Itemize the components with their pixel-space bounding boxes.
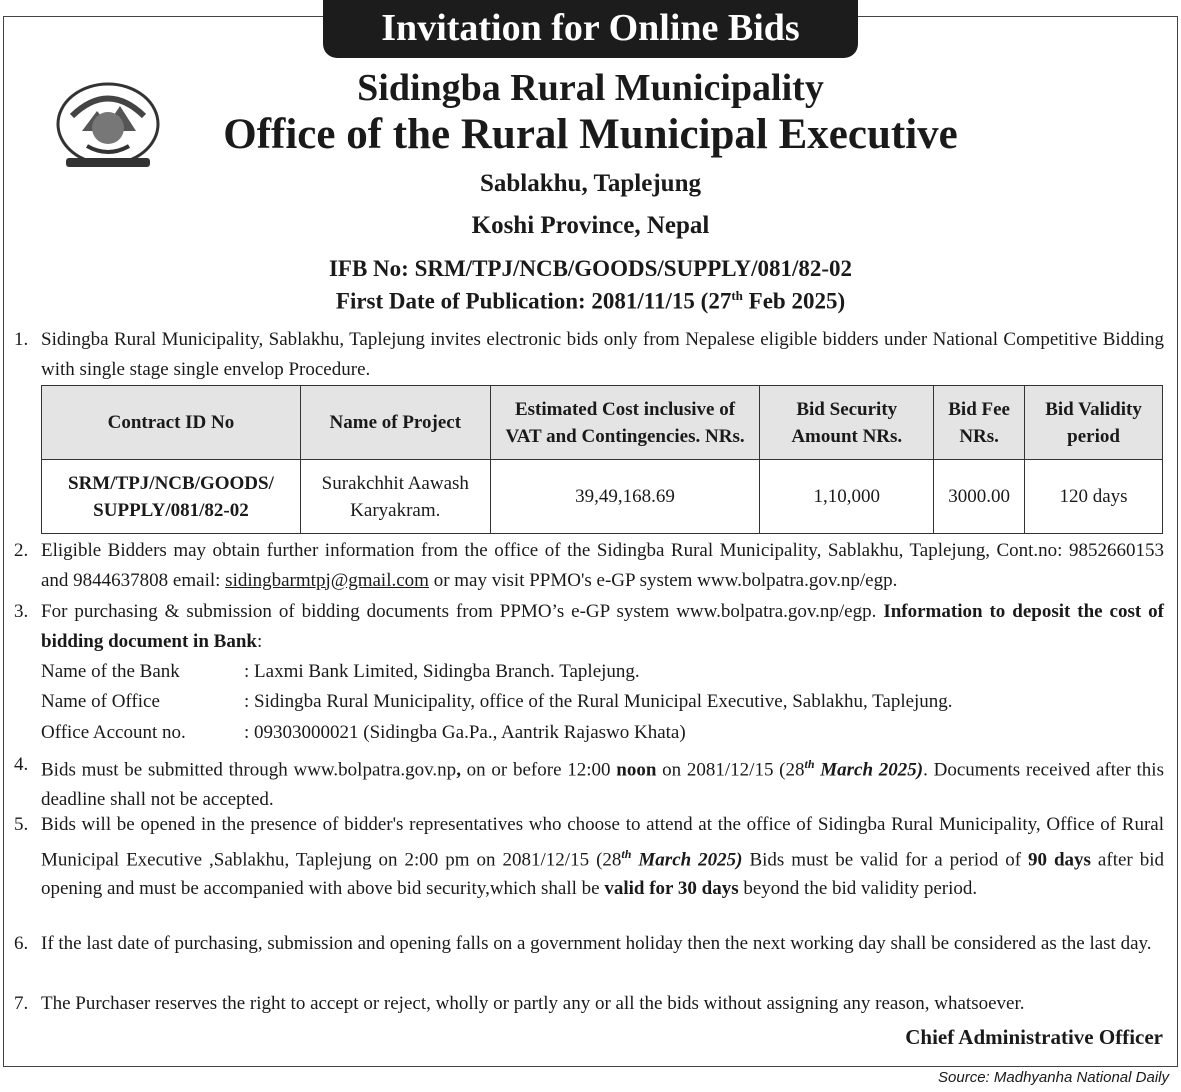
contact-email-link[interactable]: sidingbarmtpj@gmail.com bbox=[225, 569, 429, 591]
header-project: Name of Project bbox=[300, 386, 490, 460]
table-header-row bbox=[42, 386, 1163, 460]
address-line-2: Koshi Province, Nepal bbox=[471, 212, 710, 239]
source-credit: Source: Madhyanha National Daily bbox=[938, 1069, 1169, 1086]
cell-estimated-cost: 39,49,168.69 bbox=[490, 460, 760, 534]
org-name: Sidingba Rural Municipality bbox=[357, 67, 824, 109]
cell-bid-security: 1,10,000 bbox=[760, 460, 934, 534]
header-contract-id: Contract ID No bbox=[42, 386, 301, 460]
clause-6: 6. If the last date of purchasing, submission and opening falls on a government holiday then the next working day shall be considered as the last day. bbox=[14, 933, 1152, 954]
header-bid-security: Bid Security Amount NRs. bbox=[760, 386, 934, 460]
clause-3: 3. For purchasing & submission of bidding documents from PPMO’s e-GP system www.bolpatra.gov.np/egp. Information to deposit the cost of bidding document in Bank: bbox=[14, 601, 1164, 652]
header-estimated-cost: Estimated Cost inclusive of VAT and Contingencies. NRs. bbox=[490, 386, 760, 460]
clause-2: 2. Eligible Bidders may obtain further information from the office of the Sidingba Rural Municipality, Sablakhu, Taplejung, Cont.no: 9852660153 and 9844637808 email: sidingbarmtpj@gmail.com or may visit PPMO's e-GP system www.bolpatra.gov.np/egp. bbox=[14, 540, 1164, 591]
ifb-number: IFB No: SRM/TPJ/NCB/GOODS/SUPPLY/081/82-02 bbox=[328, 256, 853, 281]
office-name: Office of the Rural Municipal Executive bbox=[223, 111, 958, 158]
cell-project: Surakchhit Aawash Karyakram. bbox=[300, 460, 490, 534]
clause-1: 1. Sidingba Rural Municipality, Sablakhu, Taplejung invites electronic bids only from Nepalese eligible bidders under National Competitive Bidding with single stage single envelop Procedure. bbox=[14, 329, 1164, 380]
table-row bbox=[42, 460, 1163, 534]
bid-table bbox=[41, 385, 1163, 534]
clause-4: 4. Bids must be submitted through www.bolpatra.gov.np, on or before 12:00 noon on 2081/12/15 (28th March 2025). Documents received after this deadline shall not be accepted. bbox=[14, 754, 1164, 810]
publication-date: First Date of Publication: 2081/11/15 (27th Feb 2025) bbox=[335, 288, 846, 314]
cell-bid-fee: 3000.00 bbox=[934, 460, 1025, 534]
cell-contract-id: SRM/TPJ/NCB/GOODS/ SUPPLY/081/82-02 bbox=[42, 460, 301, 534]
notice-banner: Invitation for Online Bids bbox=[323, 0, 858, 58]
clause-5: 5. Bids will be opened in the presence of bidder's representatives who choose to attend at the office of Sidingba Rural Municipality, Office of Rural Municipal Executive ,Sablakhu, Taplejung on 2:00 pm on 2081/12/15 (28th March 2025) Bids must be valid for a period of 90 days after bid opening and must be accompanied with above bid security,which shall be valid for 30 days beyond the bid validity period. bbox=[14, 814, 1164, 900]
cell-bid-validity: 120 days bbox=[1025, 460, 1163, 534]
signature: Chief Administrative Officer bbox=[905, 1025, 1163, 1049]
clause-7: 7. The Purchaser reserves the right to accept or reject, wholly or partly any or all the bids without assigning any reason, whatsoever. bbox=[14, 993, 1025, 1014]
address-line-1: Sablakhu, Taplejung bbox=[480, 170, 701, 197]
header-bid-validity: Bid Validity period bbox=[1025, 386, 1163, 460]
header-bid-fee: Bid Fee NRs. bbox=[934, 386, 1025, 460]
